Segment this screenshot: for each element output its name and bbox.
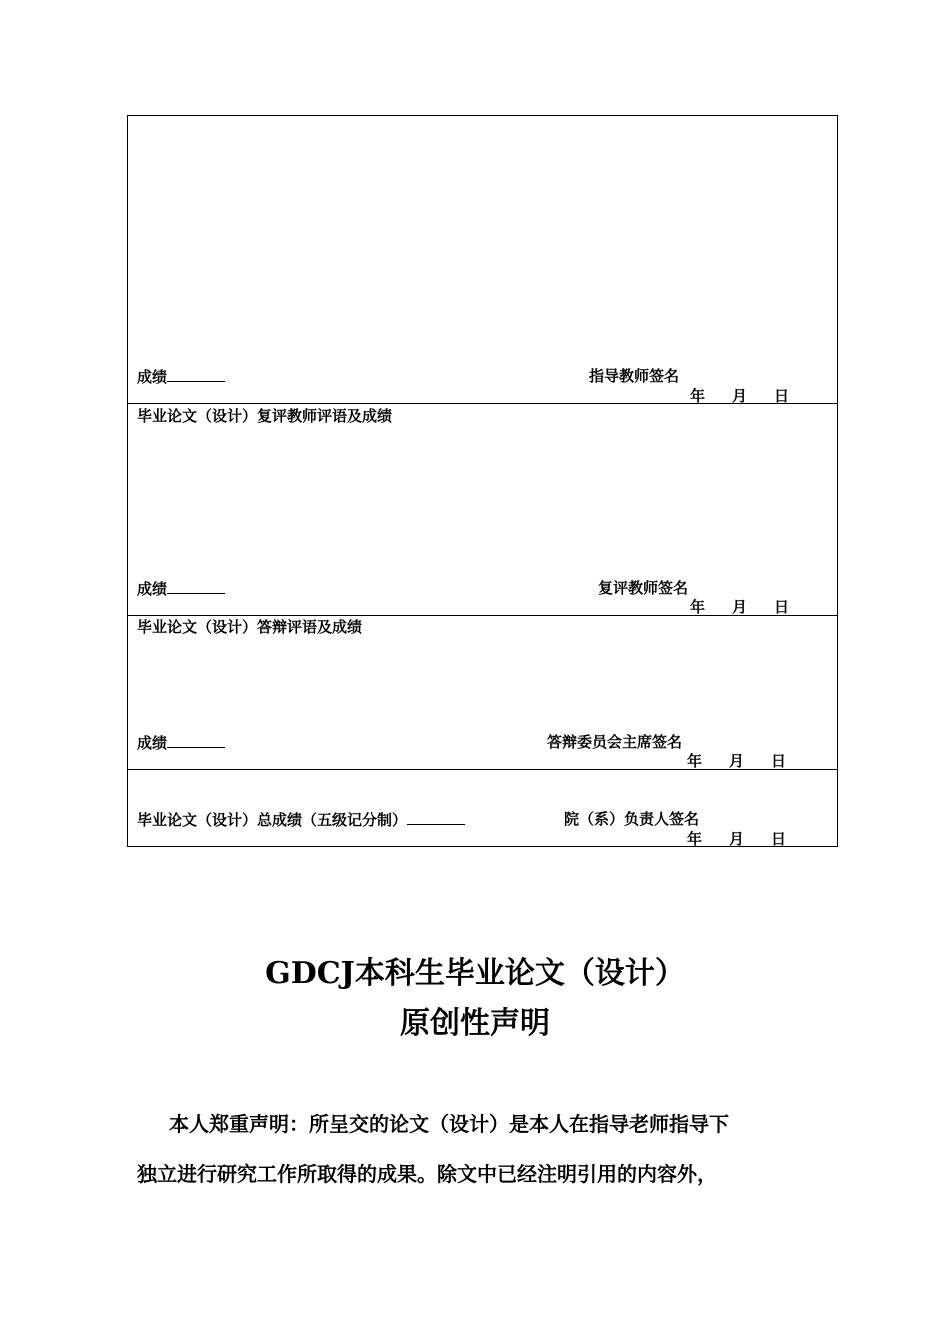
table-border-top bbox=[127, 115, 838, 116]
section4-total-label bbox=[137, 810, 465, 829]
section2-grade-label bbox=[137, 579, 225, 598]
section3-date-year: 年 bbox=[687, 752, 703, 770]
section2-grade-blank[interactable] bbox=[167, 579, 225, 594]
table-border-right bbox=[837, 115, 838, 846]
section1-grade-label bbox=[137, 367, 225, 386]
section1-date-day: 日 bbox=[774, 387, 790, 405]
declaration-body-line2: 独立进行研究工作所取得的成果。除文中已经注明引用的内容外， bbox=[137, 1162, 717, 1186]
section3-grade-text: 成绩 bbox=[137, 734, 168, 752]
section2-grade-text: 成绩 bbox=[137, 580, 168, 598]
section4-date-month: 月 bbox=[729, 830, 745, 848]
declaration-title-line2: 原创性声明 bbox=[400, 1006, 550, 1041]
section4-total-blank[interactable] bbox=[407, 810, 465, 825]
section3-signature-label: 答辩委员会主席签名 bbox=[547, 733, 683, 751]
section1-date-year: 年 bbox=[690, 387, 706, 405]
section2-signature-label: 复评教师签名 bbox=[598, 579, 689, 597]
section1-grade-blank[interactable] bbox=[167, 367, 225, 382]
section3-date-day: 日 bbox=[771, 752, 787, 770]
section2-date-month: 月 bbox=[732, 598, 748, 616]
section3-heading: 毕业论文（设计）答辩评语及成绩 bbox=[137, 618, 363, 636]
section2-date-day: 日 bbox=[774, 598, 790, 616]
section3-grade-blank[interactable] bbox=[167, 733, 225, 748]
section4-signature-label: 院（系）负责人签名 bbox=[564, 810, 700, 828]
section4-date-day: 日 bbox=[771, 830, 787, 848]
section3-date-month: 月 bbox=[729, 752, 745, 770]
section1-signature-label: 指导教师签名 bbox=[589, 367, 680, 385]
section2-date-year: 年 bbox=[690, 598, 706, 616]
section1-date-month: 月 bbox=[732, 387, 748, 405]
section4-total-text: 毕业论文（设计）总成绩（五级记分制） bbox=[137, 811, 408, 829]
table-border-left bbox=[127, 115, 128, 846]
declaration-body-line1: 本人郑重声明：所呈交的论文（设计）是本人在指导老师指导下 bbox=[169, 1112, 729, 1136]
declaration-title-line1: GDCJ本科生毕业论文（设计） bbox=[265, 956, 685, 991]
section4-date-year: 年 bbox=[687, 830, 703, 848]
section1-grade-text: 成绩 bbox=[137, 368, 168, 386]
section2-heading: 毕业论文（设计）复评教师评语及成绩 bbox=[137, 407, 393, 425]
section3-grade-label bbox=[137, 733, 225, 752]
